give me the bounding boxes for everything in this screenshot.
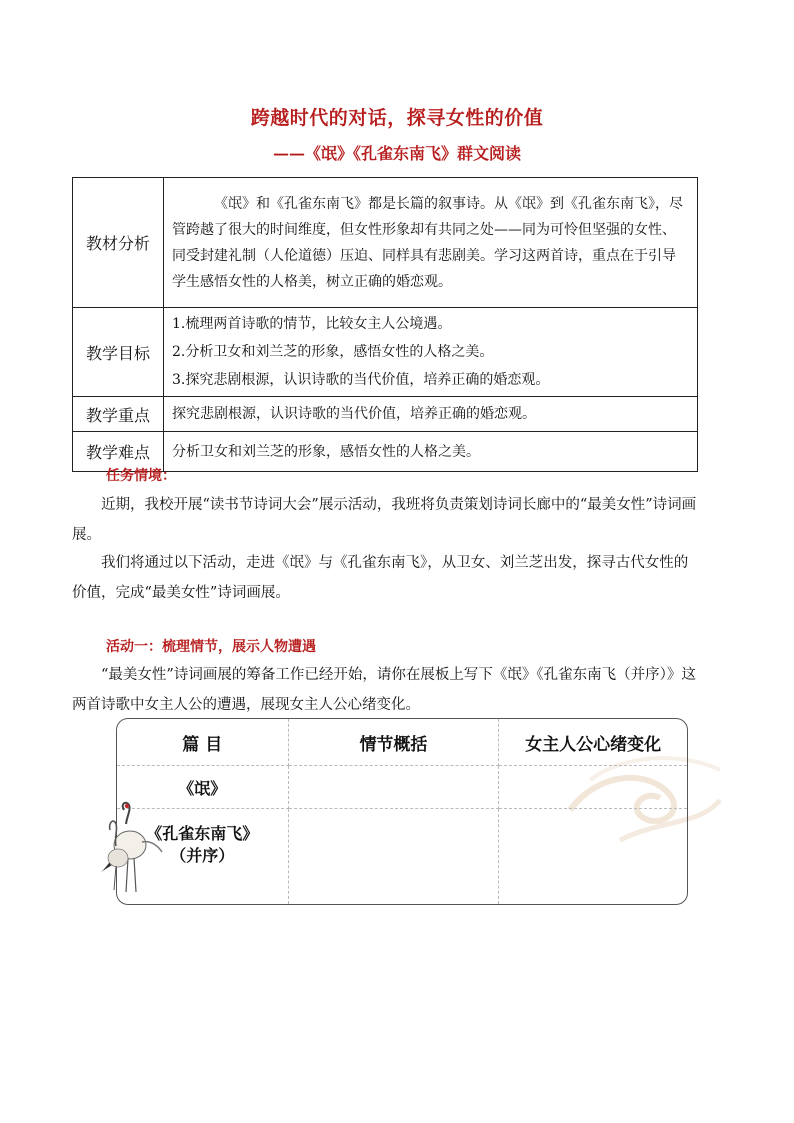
table-header-row [117,719,687,766]
content-line: 3.探究悲剧根源，认识诗歌的当代价值，培养正确的婚恋观。 [172,372,550,388]
row-content [164,308,698,397]
row-label: 教材分析 [73,178,164,308]
activity1-heading: 活动一：梳理情节，展示人物遭遇 [106,639,316,655]
content-line: 2.分析卫女和刘兰芝的形象，感悟女性的人格之美。 [172,344,494,360]
lesson-info-table [72,177,698,472]
poem-title-line: 《孔雀东南飞》 [146,824,259,843]
row-label: 教学重点 [73,397,164,432]
row-label: 教学目标 [73,308,164,397]
mood-cell[interactable] [499,766,687,809]
table-row [73,397,698,432]
content-line: 探究悲剧根源，认识诗歌的当代价值，培养正确的婚恋观。 [172,406,536,422]
column-header: 篇 目 [117,719,288,766]
table-row [73,308,698,397]
mood-cell[interactable] [499,809,687,905]
row-label: 教学难点 [73,432,164,472]
plot-cell[interactable] [288,766,499,809]
page-subtitle: ——《氓》《孔雀东南飞》群文阅读 [272,144,521,163]
task-heading: 任务情境： [106,468,176,484]
plot-cell[interactable] [288,809,499,905]
column-header: 女主人公心绪变化 [499,719,687,766]
task-paragraph: 近期，我校开展“读书节诗词大会”展示活动，我班将负责策划诗词长廊中的“最美女性”诗词画展。 [72,497,697,543]
content-line: 1.梳理两首诗歌的情节，比较女主人公境遇。 [172,316,452,332]
content-line: 《氓》和《孔雀东南飞》都是长篇的叙事诗。从《氓》到《孔雀东南飞》，尽管跨越了很大的时间维度，但女性形象却有共同之处——同为可怜但坚强的女性、同受封建礼制（人伦道德）压迫、同样具有悲剧美。学习这两首诗，重点在于引导学生感悟女性的人格美，树立正确的婚恋观。 [172,195,683,290]
row-content [164,178,698,308]
table-row [117,809,687,905]
poem-title-line: （并序） [170,846,235,865]
activity1-paragraph: “最美女性”诗词画展的筹备工作已经开始，请你在展板上写下《氓》《孔雀东南飞（并序）》这两首诗歌中女主人公的遭遇，展现女主人公心绪变化。 [72,667,696,713]
poem-title-cell: 《氓》 [117,766,288,809]
row-content [164,397,698,432]
table-row [117,766,687,809]
row-content [164,432,698,472]
task-paragraph: 我们将通过以下活动，走进《氓》与《孔雀东南飞》，从卫女、刘兰芝出发，探寻古代女性的价值，完成“最美女性”诗词画展。 [72,555,689,601]
activity1-table [116,718,688,905]
content-line: 分析卫女和刘兰芝的形象，感悟女性的人格之美。 [172,443,480,460]
table-row [73,178,698,308]
page-title: 跨越时代的对话，探寻女性的价值 [250,107,544,129]
crane-illustration [96,800,166,895]
column-header: 情节概括 [288,719,499,766]
